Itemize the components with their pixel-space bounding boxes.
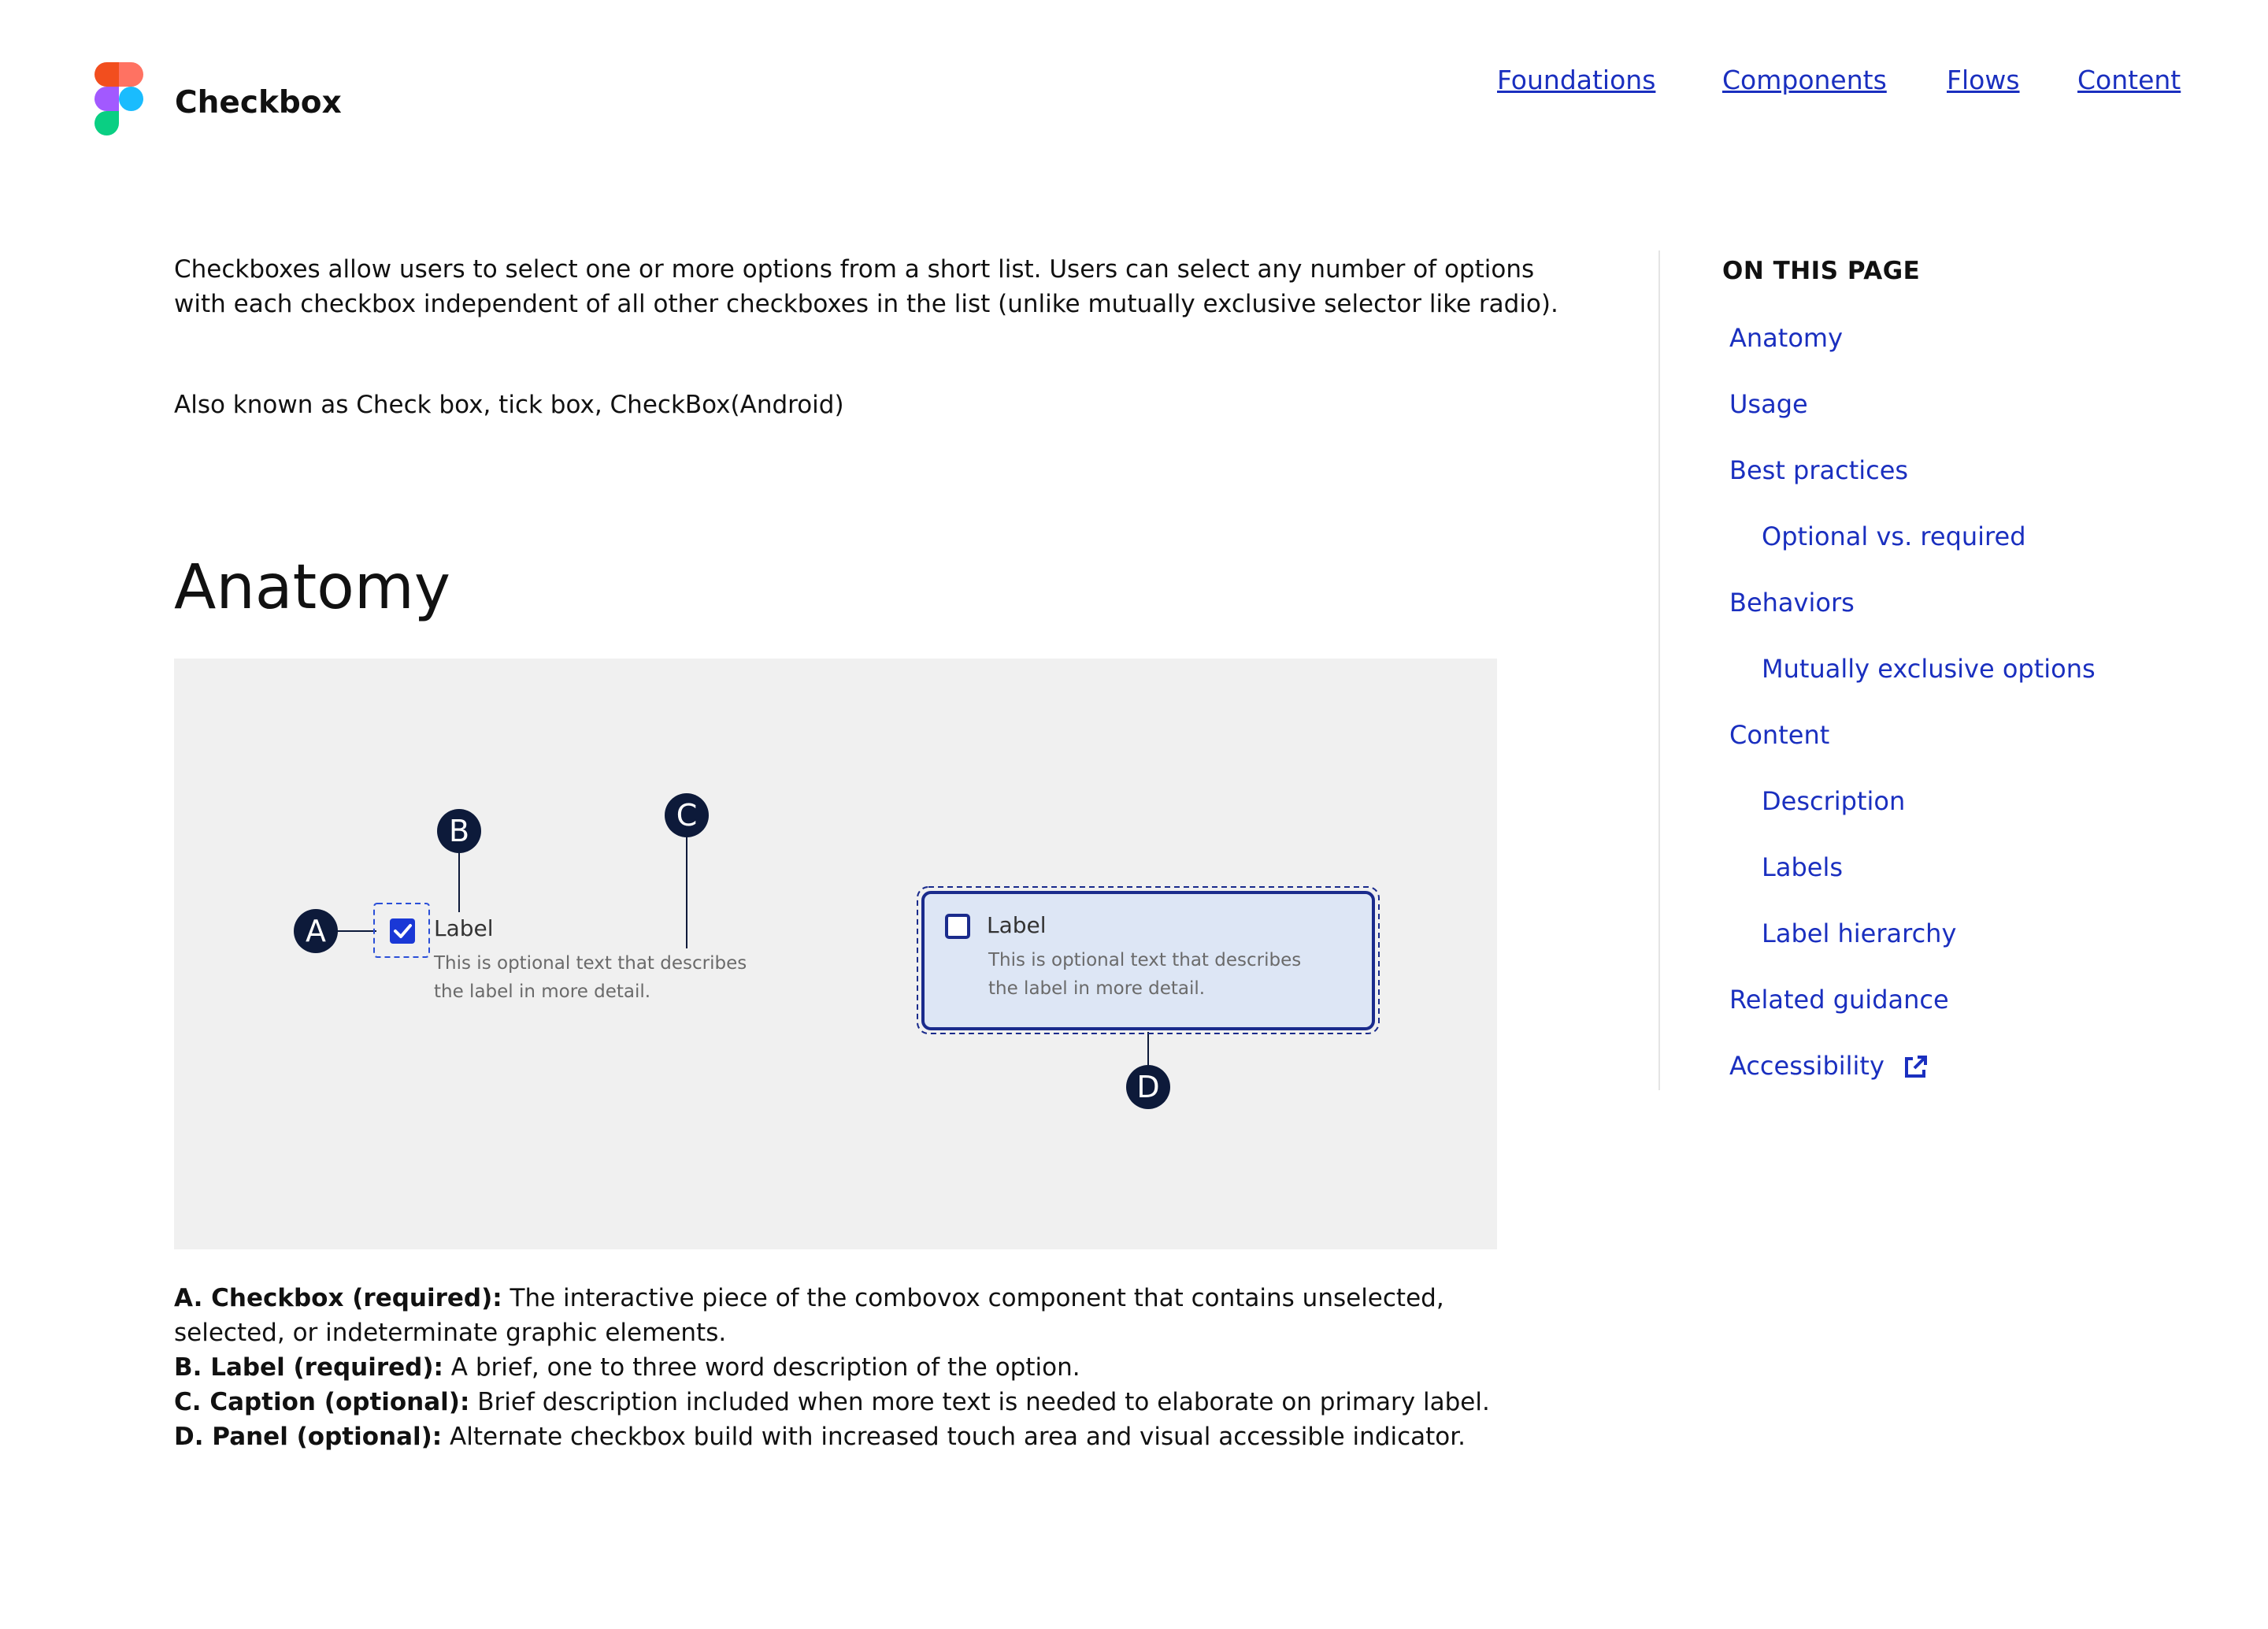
checkbox-empty-icon [947,915,969,937]
marker-b-letter: B [448,814,470,848]
example-caption-line-1: This is optional text that describes [434,953,747,974]
toc-link-usage[interactable]: Usage [1729,389,1808,419]
toc-link-anatomy[interactable]: Anatomy [1729,323,1844,353]
toc-link-mutually-exclusive-options[interactable]: Mutually exclusive options [1762,654,2096,684]
toc-link-labels[interactable]: Labels [1762,852,1843,882]
anatomy-heading: Anatomy [174,552,451,623]
toc-link-best-practices[interactable]: Best practices [1729,455,1909,485]
figma-logo-icon [94,62,143,135]
description-b-text: A brief, one to three word description of the option. [443,1353,1080,1382]
marker-d-letter: D [1136,1070,1160,1104]
checkbox-checked-icon [390,918,415,944]
panel-caption-line-1: This is optional text that describes [988,950,1302,970]
description-b [174,1350,1529,1385]
anatomy-descriptions [174,1281,1529,1454]
toc-link-optional-vs-required[interactable]: Optional vs. required [1762,521,2026,551]
external-link-icon [1902,1054,1929,1081]
description-a-text: The interactive piece of the combovox component that contains unselected, [502,1284,1444,1312]
intro-line-2: with each checkbox independent of all other checkboxes in the list (unlike mutually exclusive selector like radio). [174,290,1558,318]
toc-link-content[interactable]: Content [1729,720,1830,750]
toc-link-label-hierarchy[interactable]: Label hierarchy [1762,918,1957,948]
nav-link-flows[interactable]: Flows [1947,65,2020,95]
description-a-term: A. Checkbox (required): [174,1284,502,1312]
panel-caption-line-2: the label in more detail. [988,978,1206,999]
example-label: Label [434,915,494,941]
rail-divider [1658,250,1660,1090]
marker-c-letter: C [676,798,698,833]
description-c-term: C. Caption (optional): [174,1388,470,1416]
example-caption-line-2: the label in more detail. [434,981,651,1002]
toc-heading: ON THIS PAGE [1722,257,1921,285]
nav-link-foundations[interactable]: Foundations [1497,65,1656,95]
intro-aka: Also known as Check box, tick box, CheckBox(Android) [174,391,844,419]
site-title: Checkbox [175,85,342,121]
panel-label: Label [987,912,1047,938]
description-c-text: Brief description included when more text is needed to elaborate on primary label. [469,1388,1490,1416]
description-c [174,1385,1529,1419]
toc-link-related-guidance[interactable]: Related guidance [1729,985,1949,1015]
nav-link-content[interactable]: Content [2077,65,2181,95]
description-a [174,1281,1529,1315]
toc-link-accessibility-label: Accessibility [1729,1051,1884,1081]
intro-line-1: Checkboxes allow users to select one or more options from a short list. Users can select any number of options [174,255,1535,284]
marker-a-letter: A [306,914,326,948]
toc-link-description[interactable]: Description [1762,786,1906,816]
nav-link-components[interactable]: Components [1722,65,1887,95]
description-d-term: D. Panel (optional): [174,1423,443,1451]
toc-link-accessibility[interactable] [1729,1051,1929,1081]
description-d [174,1419,1529,1454]
description-b-term: B. Label (required): [174,1353,443,1382]
description-a-continued: selected, or indeterminate graphic elements. [174,1319,727,1347]
anatomy-diagram [174,659,1497,1249]
toc-link-behaviors[interactable]: Behaviors [1729,588,1855,618]
description-d-text: Alternate checkbox build with increased touch area and visual accessible indicator. [442,1423,1466,1451]
